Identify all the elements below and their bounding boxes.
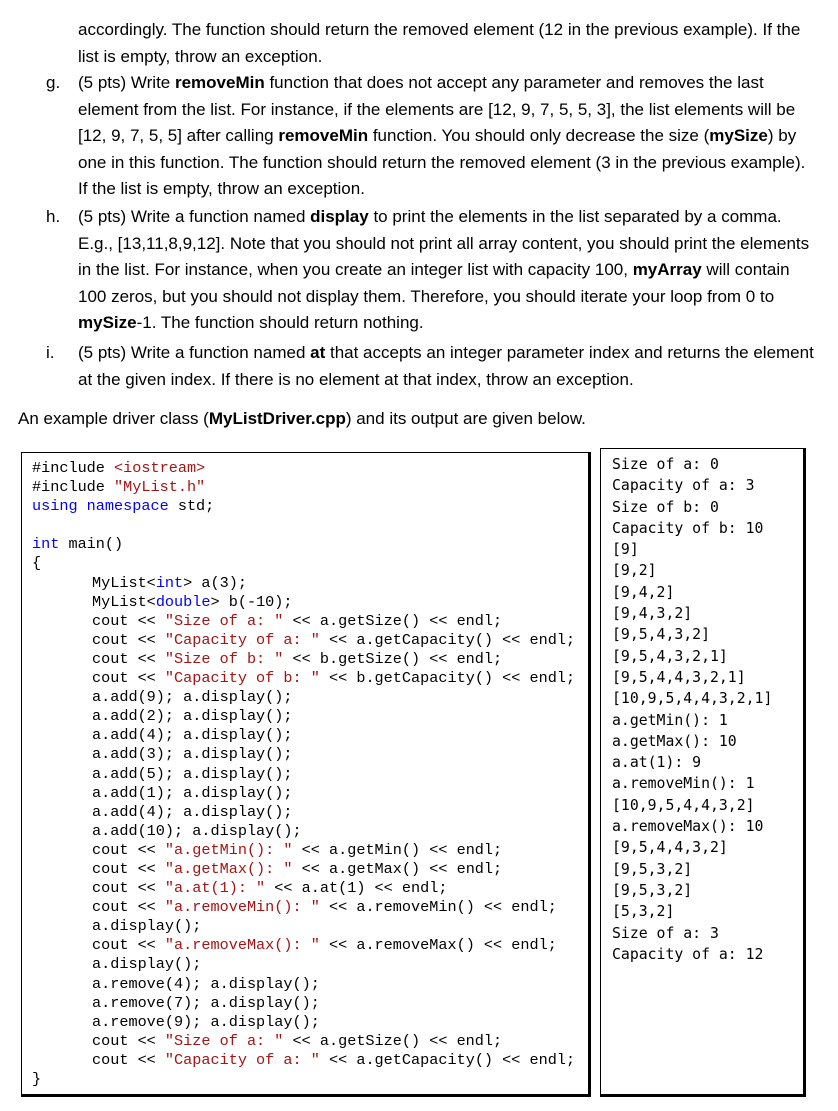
code-text: a.add(4); a.display(); [92,726,293,745]
code-string: <iostream> [114,459,206,477]
code-text: cout << [92,611,165,630]
code-text: > a(3); [183,573,247,592]
output-line: [10,9,5,4,4,3,2,1] [612,690,773,708]
code-text: << b.getSize() << endl; [283,649,503,668]
output-line: Size of a: 0 [612,456,719,473]
list-marker: h. [46,207,61,226]
code-line [32,650,575,669]
code-line [32,879,575,898]
list-item-text [78,204,818,337]
code-text: } [32,1070,42,1088]
code-text: a.add(9); a.display(); [92,688,293,707]
bold-term: removeMin [174,73,265,92]
code-string: "a.getMin(): " [164,840,293,859]
code-line [32,535,575,554]
code-line [32,669,575,688]
bold-term: myArray [632,260,702,279]
text-run: that accepts an integer parameter index and returns the element at the given index. If there is no element at that index, throw an exception. [78,343,814,389]
code-text: << a.getSize() << endl; [283,1031,503,1050]
code-string: "Capacity of a: " [164,630,320,649]
code-line [32,1051,575,1070]
code-line [32,688,575,707]
code-text: << a.getMax() << endl; [292,859,503,878]
code-text: << a.getCapacity() << endl; [319,630,576,649]
code-text: << a.removeMin() << endl; [319,898,557,917]
output-line: Capacity of a: 3 [612,477,755,495]
code-line [32,1032,575,1051]
text-run: will contain 100 zeros, but you should not display them. Therefore, you should iterate your loop from 0 to [78,260,790,306]
code-keyword: int [32,535,60,554]
list-item-i [46,340,818,393]
code-listing-box [21,452,591,1097]
output-line: Capacity of a: 12 [612,945,764,963]
list-marker: i. [46,343,55,362]
code-string: "a.removeMax(): " [164,936,320,955]
code-line [32,803,575,822]
output-line: a.removeMax(): 10 [612,818,764,836]
code-text: MyList< [92,592,156,611]
continuation-paragraph [78,17,818,70]
code-text: > b(-10); [210,592,293,611]
bold-term: mySize [78,313,137,332]
text-run: (5 pts) Write a function named [78,343,311,362]
code-text: cout << [92,936,165,955]
code-text: cout << [92,898,165,917]
code-text: cout << [92,649,165,668]
list-item-h [46,204,818,337]
text-run: (5 pts) Write [78,73,175,92]
program-output [612,454,772,965]
code-line [32,497,575,516]
bold-term: display [310,207,369,226]
output-line: Capacity of b: 10 [612,519,764,537]
code-string: "a.removeMin(): " [164,898,320,917]
output-line: [9] [612,541,639,559]
output-line: [5,3,2] [612,903,675,921]
code-string: "a.getMax(): " [164,859,293,878]
output-line: [9,5,3,2] [612,860,693,878]
output-line: [9,5,4,3,2] [612,626,710,644]
code-text: a.add(3); a.display(); [92,745,293,764]
code-string: "Size of a: " [164,611,284,630]
text-run: to print the elements in the list separated by a comma. E.g., [13,11,8,9,12]. Note that you should not print all array content, you should print the elements in the list. For instance, when you create an integer list with capacity 100, [78,207,810,279]
text-run: function that does not accept any parameter and removes the last element from the list. For instance, if the elements are [12, 9, 7, 5, 5, 3], the list elements will be [12, 9, 7, 5, 5] after calling [78,73,796,145]
code-line [32,726,575,745]
list-item-text [78,70,818,203]
code-text: a.add(4); a.display(); [92,802,293,821]
code-text: << b.getCapacity() << endl; [319,669,576,688]
output-line: [9,4,2] [612,583,675,601]
list-item-text [78,340,818,393]
code-line [32,574,575,593]
code-string: "Capacity of a: " [164,1050,320,1069]
code-text: << a.getSize() << endl; [283,611,503,630]
code-text: << a.removeMax() << endl; [319,936,557,955]
code-line [32,784,575,803]
code-text: a.add(5); a.display(); [92,764,293,783]
code-text: a.remove(9); a.display(); [92,1012,320,1031]
bold-term: mySize [709,126,768,145]
code-text: { [32,554,42,573]
code-text: #include [32,459,115,477]
code-keyword: using namespace [32,497,169,516]
bold-term: MyListDriver.cpp [208,409,346,428]
code-line [32,459,575,478]
code-text: cout << [92,859,165,878]
code-line [32,478,575,497]
output-line: [9,5,4,4,3,2,1] [612,668,746,686]
output-line: [9,5,4,4,3,2] [612,839,728,857]
text-run: -1. The function should return nothing. [136,313,424,332]
code-line [32,612,575,631]
code-line [32,975,575,994]
output-line: a.getMin(): 1 [612,711,728,729]
code-string: "Capacity of b: " [164,669,320,688]
bold-term: removeMin [278,126,369,145]
code-text: cout << [92,840,165,859]
program-output-box [600,448,806,1097]
code-keyword: double [155,592,211,611]
code-line [32,554,575,573]
list-marker: g. [46,73,61,92]
output-line: a.at(1): 9 [612,754,702,772]
code-string: "Size of b: " [164,649,284,668]
code-text: main() [59,535,124,554]
code-line [32,841,575,860]
code-text: MyList< [92,573,156,592]
code-line [32,822,575,841]
code-string: "Size of a: " [164,1031,284,1050]
code-line [32,898,575,917]
list-item-g [46,70,818,203]
code-text: a.add(1); a.display(); [92,783,293,802]
code-text: cout << [92,1050,165,1069]
output-line: [9,5,3,2] [612,881,693,899]
text-run: function. You should only decrease the size ( [368,126,710,145]
output-line: a.removeMin(): 1 [612,775,755,793]
output-line: Size of b: 0 [612,498,719,516]
code-text: a.add(10); a.display(); [92,821,302,840]
code-text: std; [168,497,215,516]
code-text: a.display(); [92,955,202,974]
code-line [32,917,575,936]
text-run: ) by one in this function. The function should return the removed element (3 in the previous example). If the list is empty, throw an exception. [78,126,806,198]
code-line [32,994,575,1013]
code-text: cout << [92,669,165,688]
code-text: << a.getCapacity() << endl; [319,1050,576,1069]
bold-term: at [310,343,326,362]
text-run: accordingly. The function should return the removed element (12 in the previous example). If the list is empty, throw an exception. [78,20,801,66]
code-string: "MyList.h" [114,478,206,497]
code-text: cout << [92,1031,165,1050]
code-line [32,936,575,955]
code-string: "a.at(1): " [164,879,266,898]
code-text: << a.at(1) << endl; [265,879,448,898]
code-line [32,593,575,612]
output-line: [10,9,5,4,4,3,2] [612,796,755,814]
code-text: #include [32,478,115,497]
code-line [32,955,575,974]
code-text: << a.getMin() << endl; [292,840,503,859]
driver-intro-paragraph [18,406,818,433]
code-line [32,765,575,784]
code-text: a.display(); [92,917,202,936]
code-line [32,1070,575,1089]
text-run: An example driver class ( [18,409,209,428]
output-line: [9,5,4,3,2,1] [612,647,728,665]
code-keyword: int [155,573,184,592]
text-run: ) and its output are given below. [345,409,586,428]
output-line: Size of a: 3 [612,924,719,942]
code-text: a.remove(4); a.display(); [92,974,320,993]
code-listing [32,459,575,1089]
code-line [32,516,575,535]
code-line [32,745,575,764]
output-line: [9,4,3,2] [612,605,693,623]
output-line: [9,2] [612,562,657,580]
code-text: cout << [92,630,165,649]
code-text: a.remove(7); a.display(); [92,993,320,1012]
output-line: a.getMax(): 10 [612,732,737,750]
code-line [32,1013,575,1032]
code-line [32,707,575,726]
text-run: (5 pts) Write a function named [78,207,311,226]
code-line [32,631,575,650]
code-text: a.add(2); a.display(); [92,707,293,726]
code-line [32,860,575,879]
code-text: cout << [92,879,165,898]
